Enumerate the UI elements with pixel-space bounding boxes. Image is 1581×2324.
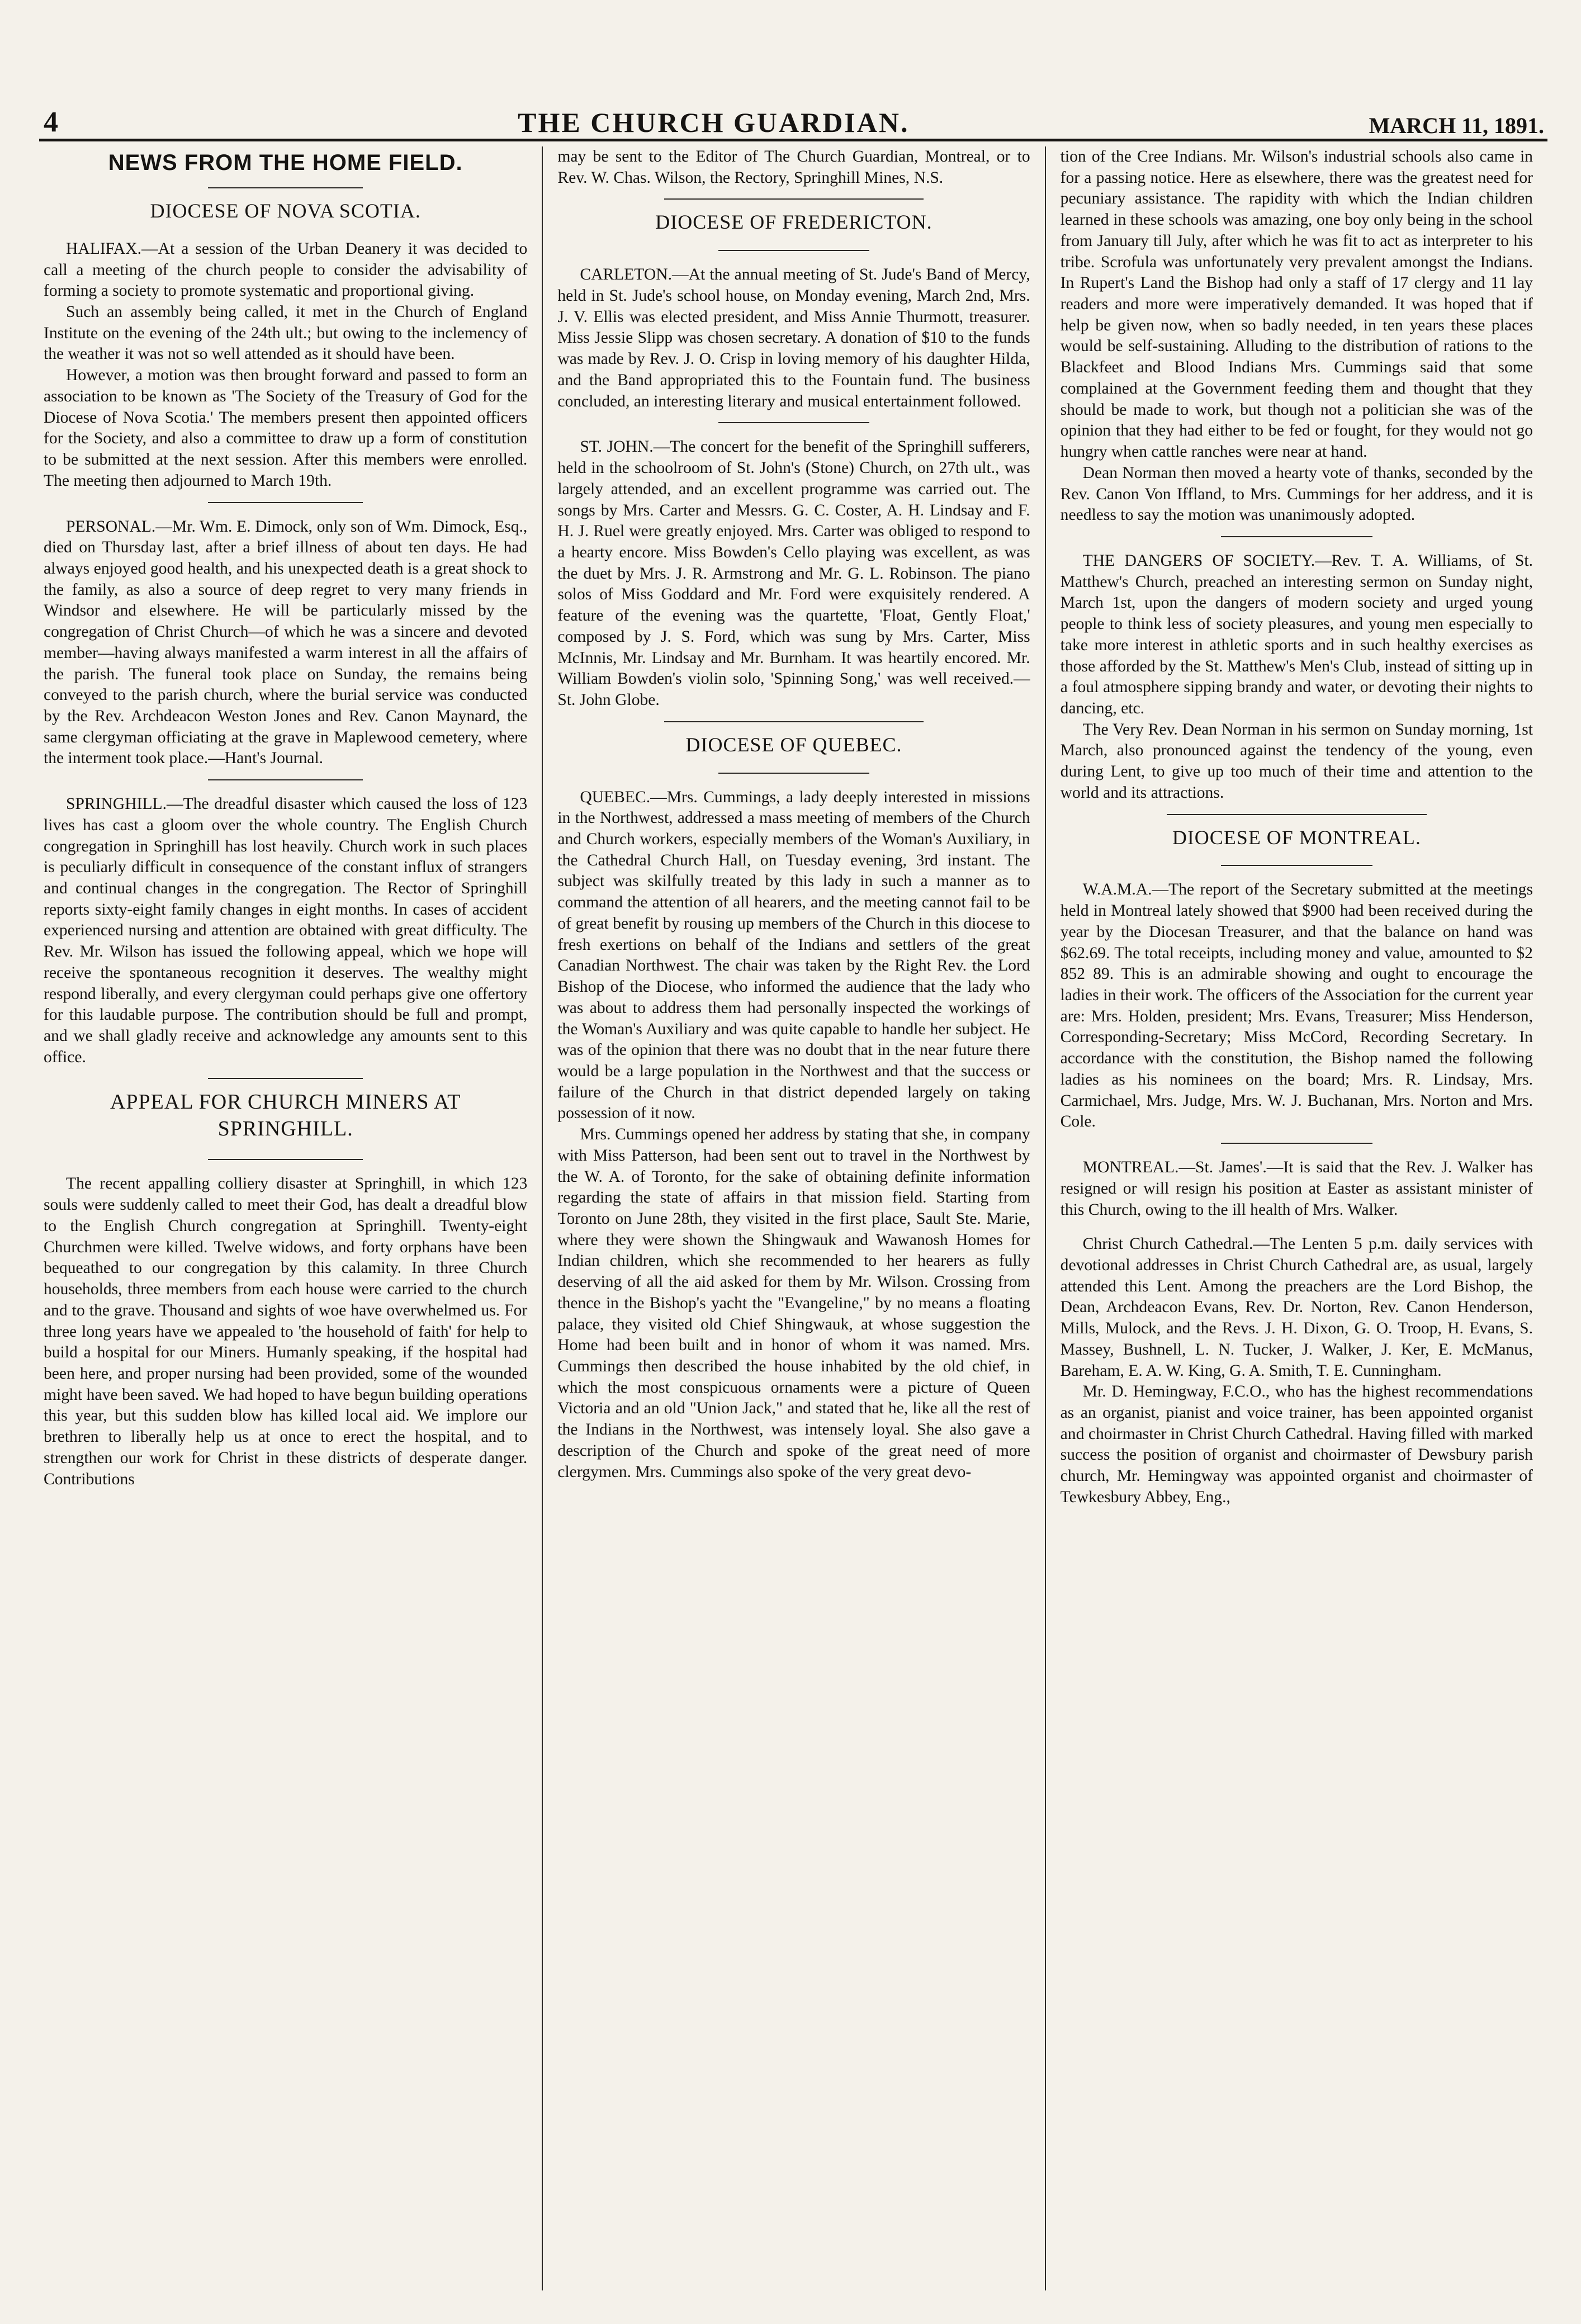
article-halifax: HALIFAX.—At a session of the Urban Deanery it was decided to call a meeting of the church people to consider the advisability of forming a society to promote systematic and proportional giving. bbox=[44, 239, 528, 300]
column-3 bbox=[1045, 146, 1547, 2290]
section-heading: NEWS FROM THE HOME FIELD. bbox=[108, 150, 463, 175]
article-paragraph: However, a motion was then brought forward and passed to form an association to be known as 'The Society of the Treasury of God for the Diocese of Nova Scotia.' The members present then appointed officers for the Society, and also a committee to draw up a form of constitution to be submitted at the next session. After this members were enrolled. The meeting then adjourned to March 19th. bbox=[44, 366, 528, 490]
newspaper-title: THE CHURCH GUARDIAN. bbox=[518, 107, 910, 138]
column-2 bbox=[542, 146, 1044, 2290]
page-number: 4 bbox=[44, 106, 58, 138]
article-columns bbox=[39, 146, 1547, 2290]
divider bbox=[1221, 865, 1372, 866]
column-1 bbox=[39, 146, 542, 2290]
article-paragraph: Mr. D. Hemingway, F.C.O., who has the highest recommendations as an organist, pianist and voice trainer, has been appointed organist and choirmaster in Christ Church Cathedral. Having filled with marked success the position of organist and choirmaster of Dewsbury parish church, Mr. Hemingway was appointed organist and choirmaster of Tewkesbury Abbey, Eng., bbox=[1060, 1383, 1533, 1506]
article-montreal-st-james: MONTREAL.—St. James'.—It is said that the Rev. J. Walker has resigned or will resign his position at Easter as assistant minister of this Church, owing to the ill health of Mrs. Walker. bbox=[1060, 1158, 1533, 1219]
diocese-heading-nova-scotia: DIOCESE OF NOVA SCOTIA. bbox=[150, 200, 421, 222]
article-personal: PERSONAL.—Mr. Wm. E. Dimock, only son of Wm. Dimock, Esq., died on Thursday last, after a brief illness of about ten days. He had always enjoyed good health, and his unexpected death is a great shock to the family, as also a source of deep regret to very many friends in Windsor and elsewhere. He will be particularly missed by the congregation of Christ Church—of which he was a sincere and devoted member—having always manifested a warm interest in all the affairs of the parish. The funeral took place on Sunday, the remains being conveyed to the parish church, where the burial service was conducted by the Rev. Archdeacon Weston Jones and Rev. Canon Maynard, the same clergyman officiating at the grave in Maplewood cemetery, where the interment took place.—Hant's Journal. bbox=[44, 517, 528, 768]
article-st-john: ST. JOHN.—The concert for the benefit of the Springhill sufferers, held in the schoolroom of St. John's (Stone) Church, on 27th ult., was largely attended, and an excellent programme was carried out. The songs by Mrs. Carter and Messrs. G. C. Coster, A. H. Lindsay and F. H. J. Ruel were greatly enjoyed. Mrs. Carter was obliged to respond to a hearty encore. Miss Bowden's Cello playing was excellent, as was the duet by Mrs. J. R. Armstrong and Mr. G. L. Robinson. The piano solos of Miss Goddard and Mr. Ford were exquisitely rendered. A feature of the evening was the quartette, 'Float, Gently Float,' composed by J. S. Ford, which was sung by Mrs. Carter, Miss McInnis, Mr. Lindsay and Mr. Burnham. It was heartily encored. Mr. William Bowden's violin solo, 'Spinning Song,' was well received.—St. John Globe. bbox=[557, 438, 1030, 709]
divider bbox=[208, 502, 363, 503]
article-quebec: QUEBEC.—Mrs. Cummings, a lady deeply interested in missions in the Northwest, addressed a mass meeting of members of the Church and Church workers, especially members of the Woman's Auxiliary, in the Cathedral Church Hall, on Tuesday evening, 3rd instant. The subject was skilfully treated by this lady in such a manner as to command the attention of all hearers, and the meeting cannot fail to be of great benefit by rousing up members of the Church in this diocese to fresh exertions on behalf of the Indians and settlers of the great Canadian Northwest. The chair was taken by the Right Rev. the Lord Bishop of the Diocese, who informed the audience that the lady who was about to address them had personally inspected the workings of the Woman's Auxiliary and was quite capable to handle her subject. He was of the opinion that there was no doubt that in the near future there would be a large population in the Northwest and that the success or failure of the Church in that district depended largely on taking possession of it now. bbox=[557, 788, 1030, 1123]
diocese-heading-montreal: DIOCESE OF MONTREAL. bbox=[1172, 826, 1421, 849]
masthead bbox=[39, 100, 1547, 141]
article-wama: W.A.M.A.—The report of the Secretary submitted at the meetings held in Montreal lately showed that $900 had been received during the year by the Diocesan Treasurer, and that the balance on hand was $62.69. The total receipts, including money and value, amounted to $2 852 89. This is an admirable showing and ought to encourage the ladies in their work. The officers of the Association for the current year are: Mrs. Holden, president; Mrs. Evans, Treasurer; Miss Henderson, Corresponding-Secretary; Miss McCord, Recording Secretary. In accordance with the constitution, the Bishop named the following ladies as his nominees on the board; Mrs. R. Lindsay, Mrs. Carmichael, Mrs. Judge, Mrs. W. J. Buchanan, Mrs. Norton and Mrs. Cole. bbox=[1060, 881, 1533, 1131]
article-paragraph: The Very Rev. Dean Norman in his sermon on Sunday morning, 1st March, also pronounced against the tendency of the young, even during Lent, to give up too much of their time and attention to the world and its attractions. bbox=[1060, 720, 1533, 802]
article-dangers-of-society: THE DANGERS OF SOCIETY.—Rev. T. A. Williams, of St. Matthew's Church, preached an interesting sermon on Sunday night, March 1st, upon the dangers of modern society and urged young people to think less of society pleasures, and young men especially to take more interest in athletic sports and in such healthy exercises as those afforded by the St. Matthew's Men's Club, instead of sitting up in a foul atmosphere sipping brandy and water, or devoting their nights to dancing, etc. bbox=[1060, 551, 1533, 717]
divider bbox=[1221, 1143, 1372, 1144]
appeal-heading: APPEAL FOR CHURCH MINERS AT SPRINGHILL. bbox=[110, 1090, 461, 1140]
diocese-heading-quebec: DIOCESE OF QUEBEC. bbox=[685, 733, 902, 756]
issue-date: MARCH 11, 1891. bbox=[1369, 113, 1544, 138]
article-paragraph: may be sent to the Editor of The Church Guardian, Montreal, or to Rev. W. Chas. Wilson, the Rectory, Springhill Mines, N.S. bbox=[557, 148, 1030, 187]
divider bbox=[208, 1078, 363, 1079]
article-springhill: SPRINGHILL.—The dreadful disaster which caused the loss of 123 lives has cast a gloom over the whole country. The English Church congregation in Springhill has lost heavily. Church work in such places is peculiarly difficult in consequence of the constant influx of strangers and continual changes in the congregation. The Rector of Springhill reports sixty-eight family changes in eight months. In cases of accident experienced nursing and attention are obtained with great difficulty. The Rev. Mr. Wilson has issued the following appeal, which we hope will receive the spontaneous recognition it deserves. The wealthy might respond liberally, and every clergyman could perhaps give one offertory for this laudable purpose. The contribution should be full and prompt, and we shall gladly receive and acknowledge any amounts sent to this office. bbox=[44, 795, 528, 1066]
divider bbox=[664, 721, 924, 722]
article-paragraph: Mrs. Cummings opened her address by stating that she, in company with Miss Patterson, had been sent out to travel in the Northwest by the W. A. of Toronto, for the sake of obtaining definite information regarding the state of affairs in that mission field. Starting from Toronto on June 28th, they visited in the first place, Sault Ste. Marie, where they were shown the Shingwauk and Wawanosh Homes for Indian children, which she recommended to her hearers as fully deserving of all the aid asked for them by Mr. Wilson. Crossing from thence in the Bishop's yacht the "Evangeline," by no means a floating palace, they visited old Chief Shingwauk, at whose suggestion the Home had been built and in honor of whom it was named. Mrs. Cummings then described the house inhabited by the old chief, in which the most conspicuous ornaments were a picture of Queen Victoria and an old "Union Jack," and stated that he, like all the rest of the Indians in the Northwest, was intensely loyal. She also gave a description of the Church and spoke of the great need of more clergymen. Mrs. Cummings also spoke of the very great devo- bbox=[557, 1125, 1030, 1481]
article-paragraph: Such an assembly being called, it met in the Church of England Institute on the evening of the 24th ult.; but owing to the inclemency of the weather it was not so well attended as it should have been. bbox=[44, 303, 528, 363]
article-paragraph: Dean Norman then moved a hearty vote of thanks, seconded by the Rev. Canon Von Iffland, to Mrs. Cummings for her address, and it is needless to say the motion was unanimously adopted. bbox=[1060, 463, 1533, 524]
article-christ-church-cathedral: Christ Church Cathedral.—The Lenten 5 p.m. daily services with devotional addresses in Christ Church Cathedral are, as usual, largely attended this Lent. Among the preachers are the Lord Bishop, the Dean, Archdeacon Evans, Rev. Dr. Norton, Rev. Canon Henderson, Mills, Mulock, and the Revs. J. H. Dixon, G. O. Troop, H. Evans, S. Massey, Bushnell, L. N. Tucker, J. Walker, J. Ker, E. McManus, Bareham, E. A. W. King, G. A. Smith, T. E. Cunningham. bbox=[1060, 1235, 1533, 1380]
divider bbox=[718, 250, 870, 251]
diocese-heading-fredericton: DIOCESE OF FREDERICTON. bbox=[655, 211, 932, 234]
divider bbox=[1167, 814, 1427, 815]
divider bbox=[208, 187, 363, 188]
article-carleton: CARLETON.—At the annual meeting of St. Jude's Band of Mercy, held in St. Jude's school house, on Monday evening, March 2nd, Mrs. J. V. Ellis was elected president, and Miss Annie Thurmott, treasurer. Miss Jessie Slipp was chosen secretary. A donation of $10 to the funds was made by Rev. J. O. Crisp in loving memory of his daughter Hilda, and the Band appropriated this to the Fountain fund. The business concluded, an interesting literary and musical entertainment followed. bbox=[557, 266, 1030, 410]
divider bbox=[664, 198, 924, 200]
divider bbox=[718, 422, 870, 423]
article-paragraph: tion of the Cree Indians. Mr. Wilson's industrial schools also came in for a passing notice. Here as elsewhere, there was the greatest need for pecuniary assistance. The rapidity with which the Indian children learned in these schools was amazing, one boy only being in the school from January till July, after which he was fit to act as interpreter to his tribe. Scrofula was unfortunately very prevalent amongst the Indians. In Rupert's Land the Bishop had only a staff of 17 clergy and 11 lay readers and more were imperatively demanded. It was hoped that if help be given now, when so badly needed, in ten years these places would be self-sustaining. Alluding to the distribution of rations to the Blackfeet and Blood Indians Mrs. Cummings said that some complained at the Government feeding them and thought that they should be made to work, but though not a politician she was of the opinion that they had either to be fed or fought, for they would not go hungry when cattle ranches were near at hand. bbox=[1060, 148, 1533, 461]
divider bbox=[718, 773, 870, 774]
divider bbox=[208, 779, 363, 780]
article-appeal: The recent appalling colliery disaster at Springhill, in which 123 souls were suddenly called to meet their God, has dealt a dreadful blow to the English Church congregation at Springhill. Twenty-eight Churchmen were killed. Twelve widows, and forty orphans have been bequeathed to our congregation by this calamity. In three Church households, three members from each house were carried to the church and to the grave. Thousand and sights of woe have overwhelmed us. For three long years have we appealed to 'the household of faith' for help to build a hospital for our Miners. Humanly speaking, if the hospital had been here, and proper nursing had been provided, some of the wounded might have been saved. We had hoped to have begun building operations this year, but this sudden blow has killed local aid. We implore our brethren to liberally help us at once to erect the hospital, and to strengthen our work for Christ in these districts of desperate danger. Contributions bbox=[44, 1175, 528, 1488]
divider bbox=[208, 1159, 363, 1160]
divider bbox=[1221, 536, 1372, 537]
